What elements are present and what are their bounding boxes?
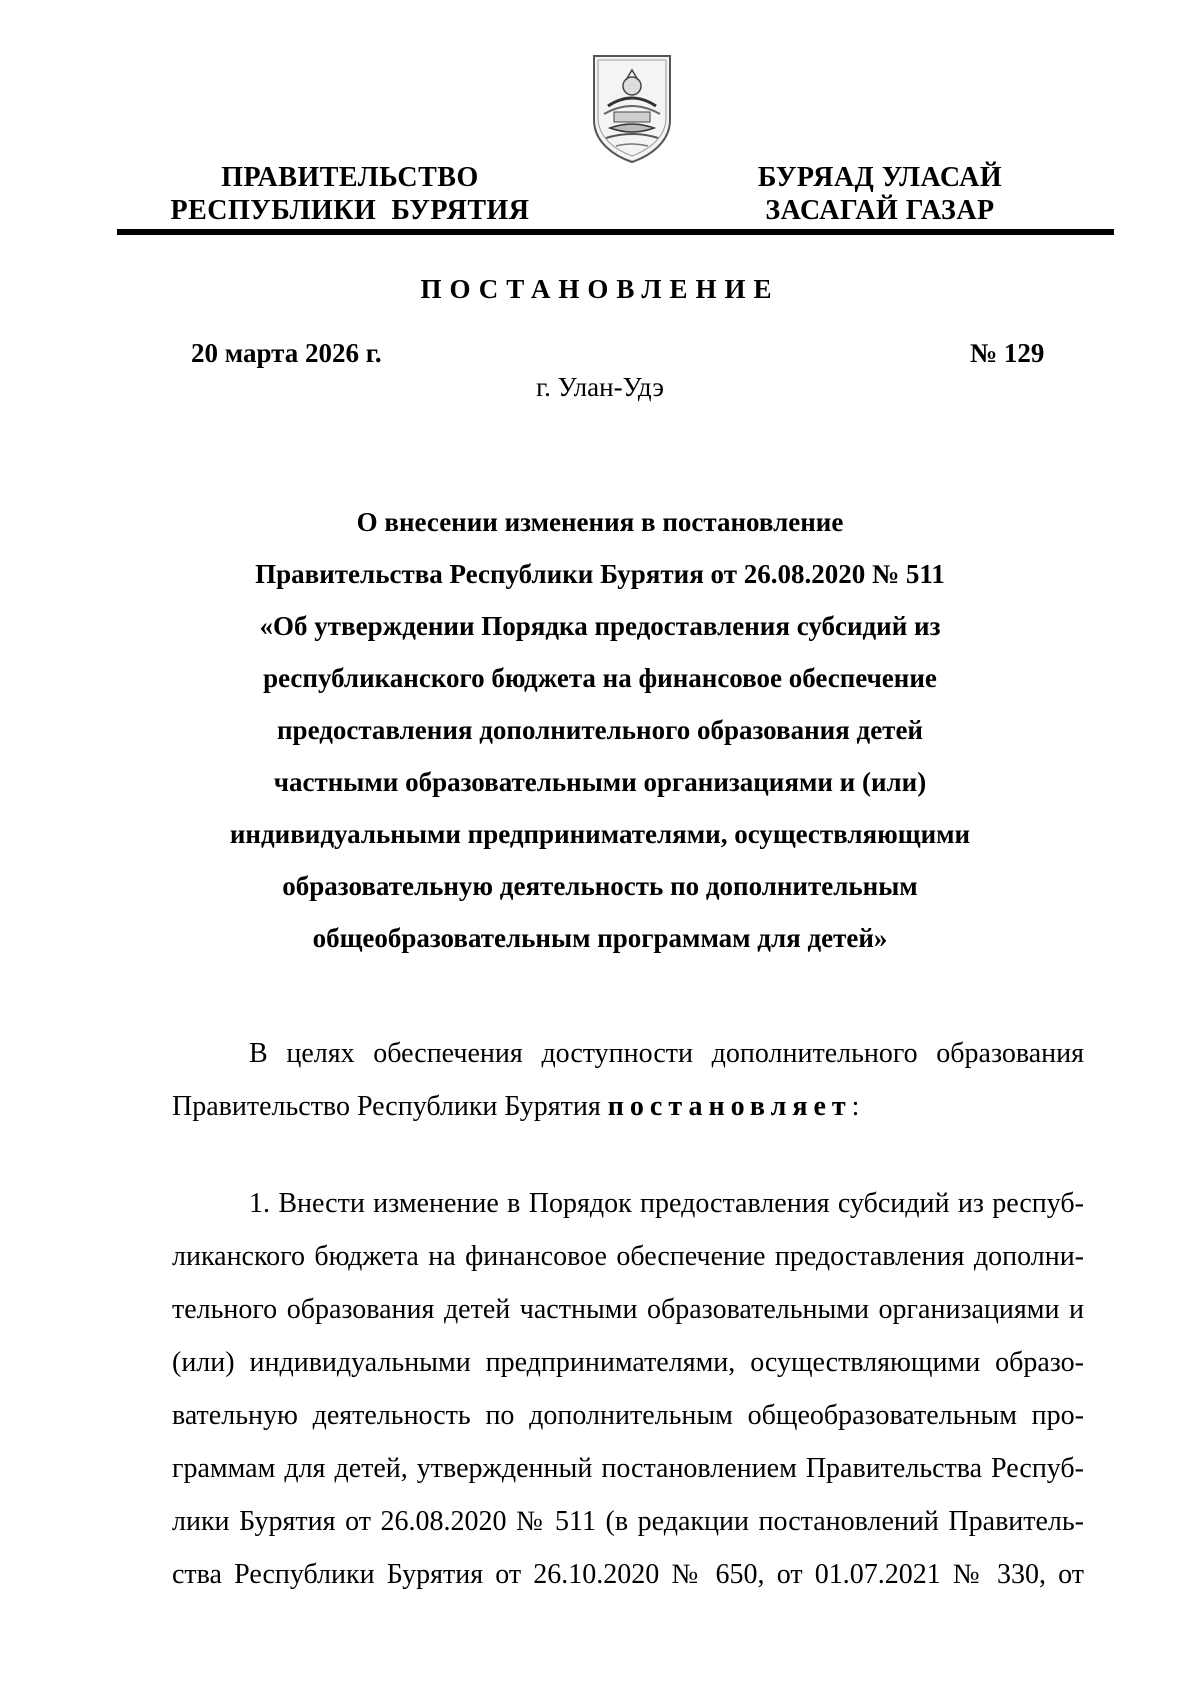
clause-line: вательную деятельность по дополнительным общеобразовательным про- [172, 1400, 1084, 1431]
document-city: г. Улан-Удэ [536, 372, 664, 402]
preamble-government: Правительство Республики Бурятия [172, 1091, 601, 1122]
government-name-line-1: ПРАВИТЕЛЬСТВО [221, 162, 479, 193]
title-line: общеобразовательным программам для детей» [312, 923, 888, 953]
title-line: предоставления дополнительного образования детей [277, 715, 923, 745]
clause-line: граммам для детей, утвержденный постановлением Правительства Респуб- [172, 1453, 1084, 1484]
clause-line: ства Республики Бурятия от 26.10.2020 № 650, от 01.07.2021 № 330, от [172, 1559, 1084, 1590]
clause-line: 1. Внести изменение в Порядок предоставления субсидий из респуб- [249, 1188, 1084, 1219]
preamble-line: В целях обеспечения доступности дополнительного образования [249, 1038, 1084, 1069]
clause-line: (или) индивидуальными предпринимателями, осуществляющими образо- [172, 1347, 1084, 1378]
title-line: О внесении изменения в постановление [356, 507, 844, 537]
document-date: 20 марта 2026 г. [191, 338, 382, 368]
document-type: ПОСТАНОВЛЕНИЕ [420, 274, 780, 304]
government-name-buryat-line-1: БУРЯАД УЛАСАЙ [757, 162, 1003, 193]
government-name-line-2: РЕСПУБЛИКИ БУРЯТИЯ [170, 195, 530, 226]
government-name-buryat [735, 161, 1025, 227]
document-number: № 129 [970, 338, 1045, 368]
preamble-paragraph [172, 1027, 1084, 1133]
title-line: «Об утверждении Порядка предоставления субсидий из [259, 611, 941, 641]
title-line: республиканского бюджета на финансовое обеспечение [263, 663, 937, 693]
preamble-line [172, 1080, 1084, 1133]
clause-1-paragraph [172, 1177, 1084, 1601]
title-line: Правительства Республики Бурятия от 26.08.2020 № 511 [255, 559, 945, 589]
title-line: индивидуальными предпринимателями, осуществляющими [229, 819, 971, 849]
document-title [180, 496, 1020, 964]
preamble-resolves-emphasis: постановляет [607, 1091, 852, 1122]
clause-line: тельного образования детей частными образовательными организациями и [172, 1294, 1084, 1325]
clause-line: ликанского бюджета на финансовое обеспечение предоставления дополни- [172, 1241, 1084, 1272]
preamble-colon: : [851, 1091, 860, 1122]
header-divider [117, 229, 1114, 235]
government-name-buryat-line-2: ЗАСАГАЙ ГАЗАР [765, 195, 995, 226]
title-line: образовательную деятельность по дополнительным [282, 871, 918, 901]
clause-line: лики Бурятия от 26.08.2020 № 511 (в редакции постановлений Правитель- [172, 1506, 1084, 1537]
title-line: частными образовательными организациями и (или) [273, 767, 927, 797]
government-name-russian [155, 161, 545, 227]
coat-of-arms-emblem [586, 50, 678, 166]
